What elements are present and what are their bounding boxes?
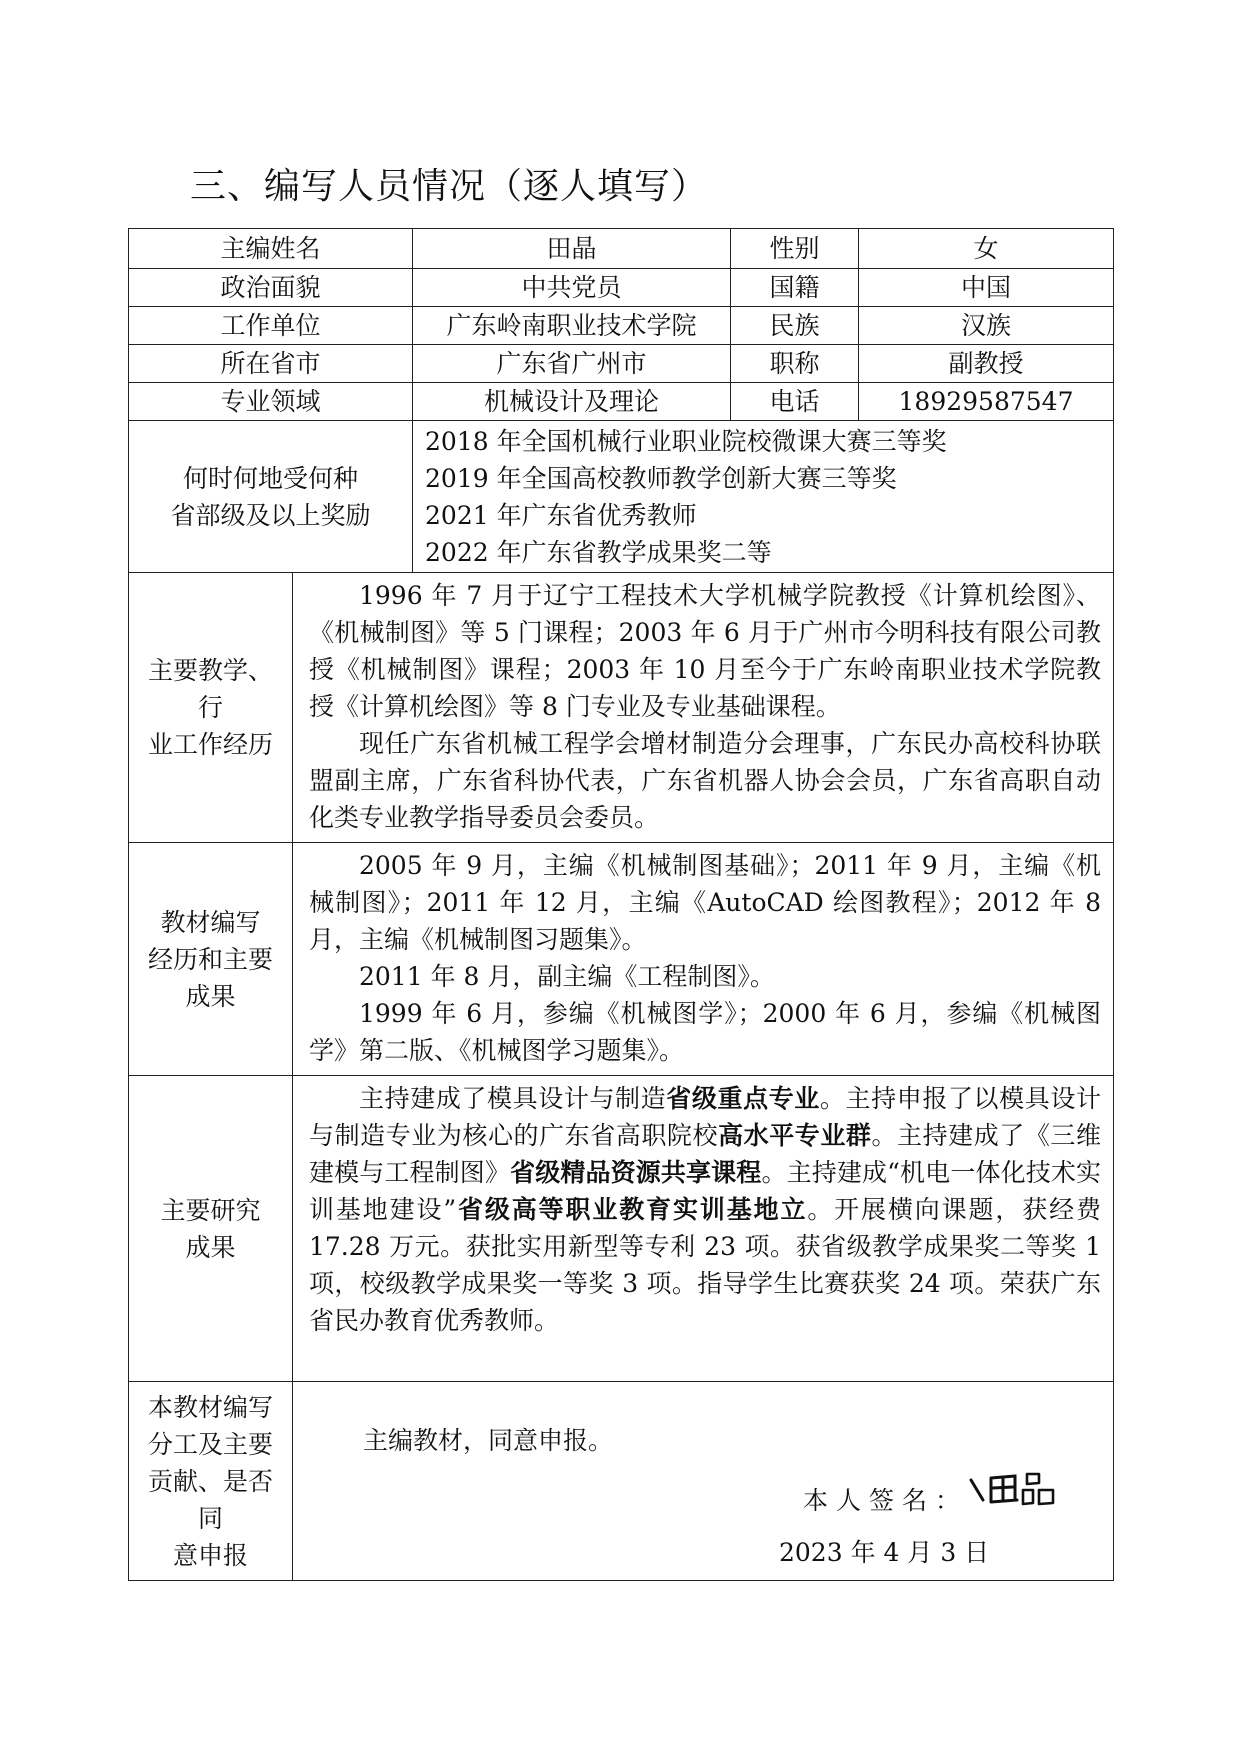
experience-paragraph: 1996 年 7 月于辽宁工程技术大学机械学院教授《计算机绘图》、《机械制图》等 5 门课程；2003 年 6 月于广州市今明科技有限公司教授《机械制图》课程；2003 年 10 月至今于广东岭南职业技术学院教授《计算机绘图》等 8 门专业及专业基础课程。	[309, 581, 1102, 721]
ethnicity-value: 汉族	[859, 307, 1114, 345]
gender-label: 性别	[731, 229, 859, 269]
table-row	[129, 307, 1114, 345]
political-label: 政治面貌	[129, 269, 413, 307]
signature-date: 2023 年 4 月 3 日	[779, 1538, 990, 1567]
awards-list	[413, 421, 1114, 573]
consent-statement: 主编教材，同意申报。	[363, 1426, 614, 1455]
research-highlight: 省级高等职业教育实训基地立	[456, 1195, 808, 1224]
textbooks-label	[129, 843, 293, 1076]
research-label-line: 成果	[185, 1232, 236, 1262]
phone-value: 18929587547	[859, 383, 1114, 421]
research-label	[129, 1076, 293, 1382]
award-item: 2019 年全国高校教师教学创新大赛三等奖	[425, 463, 897, 493]
consent-label	[129, 1382, 293, 1581]
awards-label-line: 省部级及以上奖励	[170, 500, 371, 530]
consent-label-line: 分工及主要	[147, 1429, 273, 1459]
field-label: 专业领域	[129, 383, 413, 421]
experience-label-line: 主要教学、行	[147, 656, 273, 722]
phone-label: 电话	[731, 383, 859, 421]
consent-content	[293, 1382, 1114, 1581]
research-content	[293, 1076, 1114, 1382]
research-paragraph	[309, 1080, 1101, 1339]
province-label: 所在省市	[129, 345, 413, 383]
table-row	[129, 345, 1114, 383]
gender-value: 女	[859, 229, 1114, 269]
research-highlight: 高水平专业群	[718, 1121, 872, 1150]
textbooks-label-line: 经历和主要	[147, 944, 273, 974]
research-text: 。主持建成了《三维建模与工程制图》	[309, 1121, 1101, 1187]
table-row	[129, 843, 1114, 1076]
textbooks-label-line: 成果	[185, 981, 236, 1011]
textbooks-label-line: 教材编写	[160, 907, 261, 937]
award-item: 2018 年全国机械行业职业院校微课大赛三等奖	[425, 426, 947, 456]
research-label-line: 主要研究	[160, 1195, 261, 1225]
awards-label-line: 何时何地受何种	[183, 463, 359, 493]
textbooks-content	[293, 843, 1114, 1076]
field-value: 机械设计及理论	[413, 383, 731, 421]
handwritten-signature	[965, 1470, 1061, 1514]
experience-label-line: 业工作经历	[147, 730, 273, 759]
table-row	[129, 421, 1114, 573]
experience-label	[129, 573, 293, 843]
awards-label	[129, 421, 413, 573]
research-text: 。开展横向课题，获经费 17.28 万元。获批实用新型等专利 23 项。获省级教学成果奖二等奖 1 项，校级教学成果奖一等奖 3 项。指导学生比赛获奖 24 项。荣获广东省民办教育优秀教师。	[309, 1195, 1102, 1335]
research-text: 。主持建成“机电一体化技术实训基地建设”	[309, 1158, 1101, 1224]
award-item: 2022 年广东省教学成果奖二等	[425, 537, 772, 567]
table-row	[129, 269, 1114, 307]
nationality-label: 国籍	[731, 269, 859, 307]
employer-value: 广东岭南职业技术学院	[413, 307, 731, 345]
table-row	[129, 229, 1114, 269]
textbooks-paragraph: 2005 年 9 月，主编《机械制图基础》；2011 年 9 月，主编《机械制图》；2011 年 12 月，主编《AutoCAD 绘图教程》；2012 年 8 月，主编《机械制图习题集》。	[309, 851, 1102, 954]
title-value: 副教授	[859, 345, 1114, 383]
experience-paragraph: 现任广东省机械工程学会增材制造分会理事，广东民办高校科协联盟副主席，广东省科协代表，广东省机器人协会会员，广东省高职自动化类专业教学指导委员会委员。	[309, 729, 1102, 832]
section-title: 三、编写人员情况（逐人填写）	[190, 166, 709, 207]
research-highlight: 省级重点专业	[666, 1084, 820, 1113]
research-text: 。主持申报了以模具设计与制造专业为核心的广东省高职院校	[309, 1084, 1101, 1150]
consent-label-line: 本教材编写	[147, 1392, 273, 1422]
political-value: 中共党员	[413, 269, 731, 307]
table-row	[129, 1076, 1114, 1382]
table-row	[129, 573, 1114, 843]
editor-name-label: 主编姓名	[129, 229, 413, 269]
editor-name-value: 田晶	[413, 229, 731, 269]
nationality-value: 中国	[859, 269, 1114, 307]
author-info-table	[128, 228, 1114, 1581]
employer-label: 工作单位	[129, 307, 413, 345]
award-item: 2021 年广东省优秀教师	[425, 500, 697, 530]
signature-label: 本人签名：	[803, 1486, 969, 1515]
research-highlight: 省级精品资源共享课程	[510, 1158, 762, 1187]
research-text: 主持建成了模具设计与制造	[359, 1084, 667, 1113]
province-value: 广东省广州市	[413, 345, 731, 383]
table-row	[129, 383, 1114, 421]
ethnicity-label: 民族	[731, 307, 859, 345]
title-label: 职称	[731, 345, 859, 383]
table-row	[129, 1382, 1114, 1581]
experience-content	[293, 573, 1114, 843]
consent-label-line: 意申报	[172, 1540, 248, 1570]
textbooks-paragraph: 2011 年 8 月，副主编《工程制图》。	[359, 962, 775, 991]
textbooks-paragraph: 1999 年 6 月，参编《机械图学》；2000 年 6 月，参编《机械图学》第二版、《机械图学习题集》。	[309, 999, 1102, 1065]
consent-label-line: 贡献、是否同	[147, 1466, 273, 1533]
